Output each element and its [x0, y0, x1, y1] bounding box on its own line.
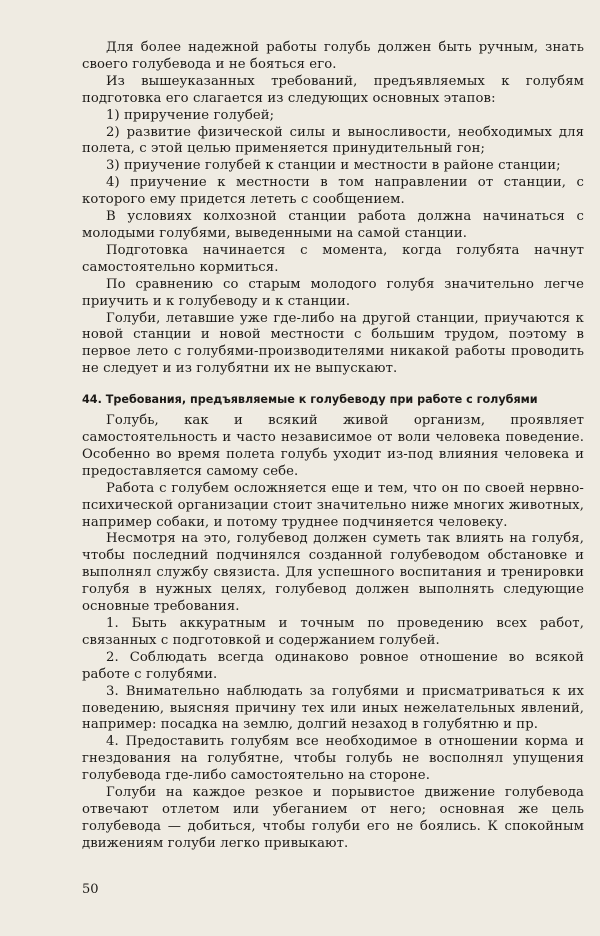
paragraph: 2) развитие физической силы и выносливости, необходимых для полета, с этой целью применяется принудительный гон;	[82, 124, 584, 157]
paragraph: 4) приучение к местности в том направлении от станции, с которого ему придется лететь с сообщением.	[82, 175, 584, 208]
paragraph: Голуби на каждое резкое и порывистое движение голубевода отвечают отлетом или убеганием от него; основная же цель голубевода — добиться, чтобы голуби его не боялись. К спокойным движениям голуби легко привыкают.	[82, 785, 584, 851]
paragraph: Голуби, летавшие уже где-либо на другой станции, приучаются к новой станции и новой местности с большим трудом, поэтому в первое лето с голубями-производителями никакой работы проводить не следует и из голубятни их не выпускают.	[82, 310, 584, 377]
paragraph: Подготовка начинается с момента, когда голубята начнут самостоятельно кормиться.	[82, 242, 584, 275]
paragraph: 2. Соблюдать всегда одинаково ровное отношение во всякой работе с голубями.	[82, 649, 584, 682]
top-text-block	[82, 40, 584, 378]
paragraph: 1) приручение голубей;	[106, 107, 275, 123]
paragraph: 4. Предоставить голубям все необходимое в отношении корма и гнездования на голубятне, чтобы голубь не восполнял упущения голубевода где-либо самостоятельно на стороне.	[82, 734, 584, 784]
paragraph: В условиях колхозной станции работа должна начинаться с молодыми голубями, выведенными на самой станции.	[82, 209, 584, 241]
paragraph: По сравнению со старым молодого голубя значительно легче приучить и к голубеводу и к станции.	[82, 276, 584, 309]
paragraph: Голубь, как и всякий живой организм, проявляет самостоятельность и часто независимое от воли человека поведение. Особенно во время полета голубь уходит из-под влияния человека и предоставляется самому себе.	[82, 413, 584, 479]
paragraph: Работа с голубем осложняется еще и тем, что он по своей нервно-психической организации стоит значительно ниже многих животных, например собаки, и потому труднее подчиняется человеку.	[82, 480, 584, 530]
paragraph: 3. Внимательно наблюдать за голубями и присматриваться к их поведению, выясняя причину тех или иных нежелательных явлений, например: посадка на землю, долгий незаход в голубятню и пр.	[82, 683, 584, 733]
paragraph: Несмотря на это, голубевод должен суметь так влиять на голубя, чтобы последний подчинялся созданной голубеводом обстановке и выполнял службу связиста. Для успешного воспитания и тренировки голубя в нужных целях, голубевод должен выполнять следующие основные требования.	[82, 531, 584, 615]
section-heading: 44. Требования, предъявляемые к голубеводу при работе с голубями	[82, 393, 538, 407]
paragraph: 3) приучение голубей к станции и местности в районе станции;	[106, 158, 561, 174]
paragraph: Для более надежной работы голубь должен быть ручным, знать своего голубевода и не бояться его.	[82, 40, 584, 72]
paragraph: 1. Быть аккуратным и точным по проведению всех работ, связанных с подготовкой и содержанием голубей.	[82, 616, 584, 648]
paragraph: Из вышеуказанных требований, предъявляемых к голубям подготовка его слагается из следующих основных этапов:	[82, 73, 584, 106]
page-number: 50	[82, 882, 99, 897]
bottom-text-block	[82, 413, 584, 853]
